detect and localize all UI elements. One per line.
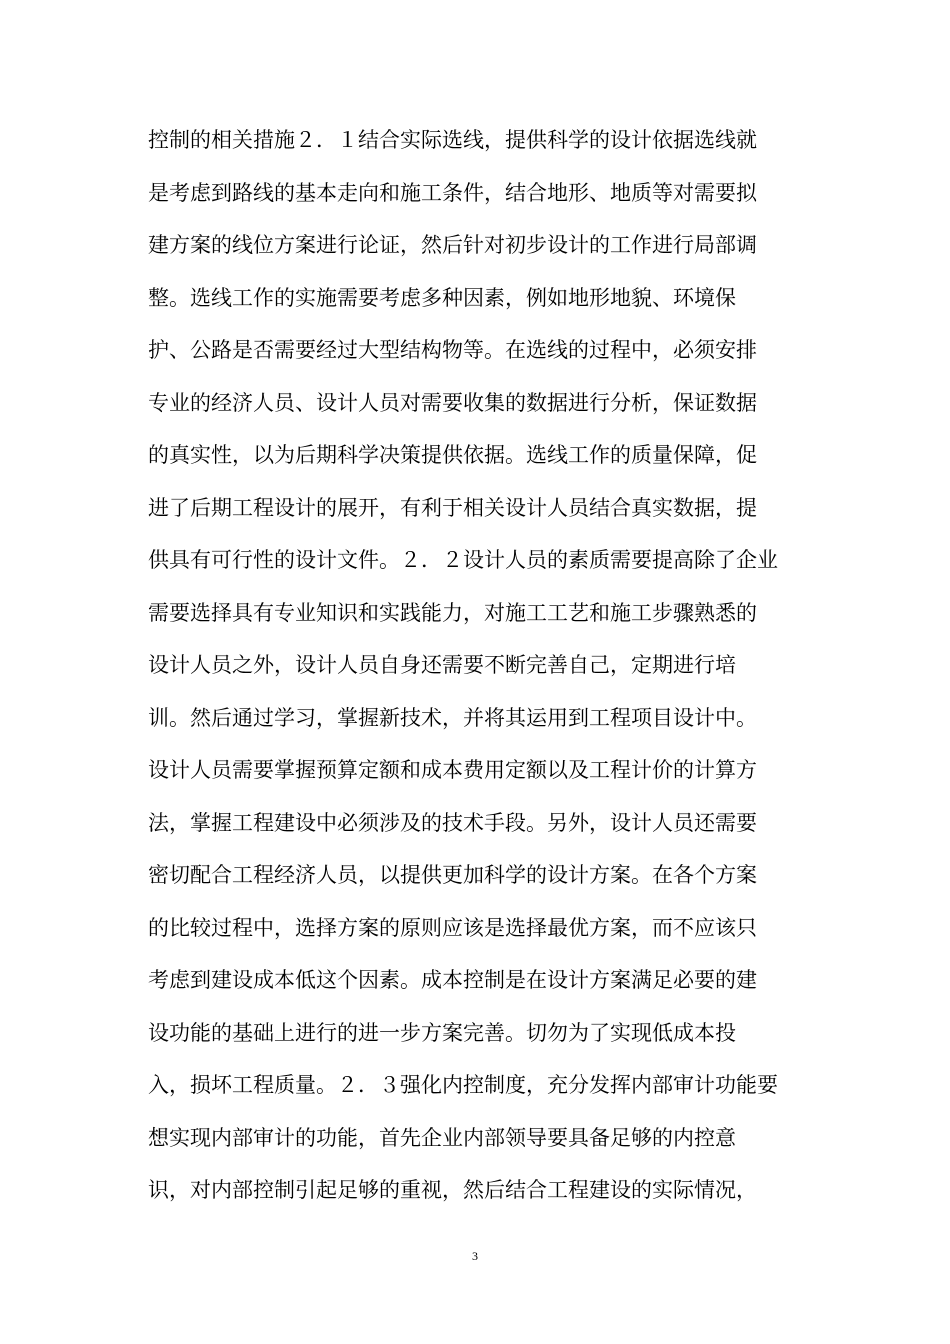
text-line: 建方案的线位方案进行论证，然后针对初步设计的工作进行局部调 — [148, 233, 757, 257]
text-line: 密切配合工程经济人员，以提供更加科学的设计方案。在各个方案 — [148, 863, 757, 887]
text-line: 的比较过程中，选择方案的原则应该是选择最优方案，而不应该只 — [148, 915, 757, 940]
text-line: 入，损坏工程质量。２．３强化内控制度，充分发挥内部审计功能要 — [148, 1073, 778, 1097]
text-line: 法，掌握工程建设中必须涉及的技术手段。另外，设计人员还需要 — [148, 810, 757, 835]
text-line: 供具有可行性的设计文件。２．２设计人员的素质需要提高除了企业 — [148, 548, 778, 572]
text-line: 考虑到建设成本低这个因素。成本控制是在设计方案满足必要的建 — [148, 968, 757, 992]
text-line: 整。选线工作的实施需要考虑多种因素，例如地形地貌、环境保 — [148, 285, 736, 310]
text-line: 的真实性，以为后期科学决策提供依据。选线工作的质量保障，促 — [148, 443, 757, 467]
text-line: 识，对内部控制引起足够的重视，然后结合工程建设的实际情况， — [148, 1178, 757, 1202]
text-line: 设功能的基础上进行的进一步方案完善。切勿为了实现低成本投 — [148, 1020, 736, 1045]
text-line: 训。然后通过学习，掌握新技术，并将其运用到工程项目设计中。 — [148, 705, 757, 730]
text-line: 控制的相关措施２．１结合实际选线，提供科学的设计依据选线就 — [148, 128, 757, 152]
text-line: 是考虑到路线的基本走向和施工条件，结合地形、地质等对需要拟 — [148, 180, 757, 205]
text-line: 设计人员之外，设计人员自身还需要不断完善自己，定期进行培 — [148, 653, 736, 677]
text-line: 专业的经济人员、设计人员对需要收集的数据进行分析，保证数据 — [148, 390, 757, 415]
text-line: 护、公路是否需要经过大型结构物等。在选线的过程中，必须安排 — [148, 338, 757, 362]
text-line: 想实现内部审计的功能，首先企业内部领导要具备足够的内控意 — [148, 1125, 736, 1150]
text-line: 进了后期工程设计的展开，有利于相关设计人员结合真实数据，提 — [148, 495, 757, 520]
page-number: 3 — [472, 1249, 478, 1263]
body-paragraph — [148, 114, 808, 1217]
text-line: 需要选择具有专业知识和实践能力，对施工工艺和施工步骤熟悉的 — [148, 600, 757, 625]
text-line: 设计人员需要掌握预算定额和成本费用定额以及工程计价的计算方 — [148, 758, 757, 782]
